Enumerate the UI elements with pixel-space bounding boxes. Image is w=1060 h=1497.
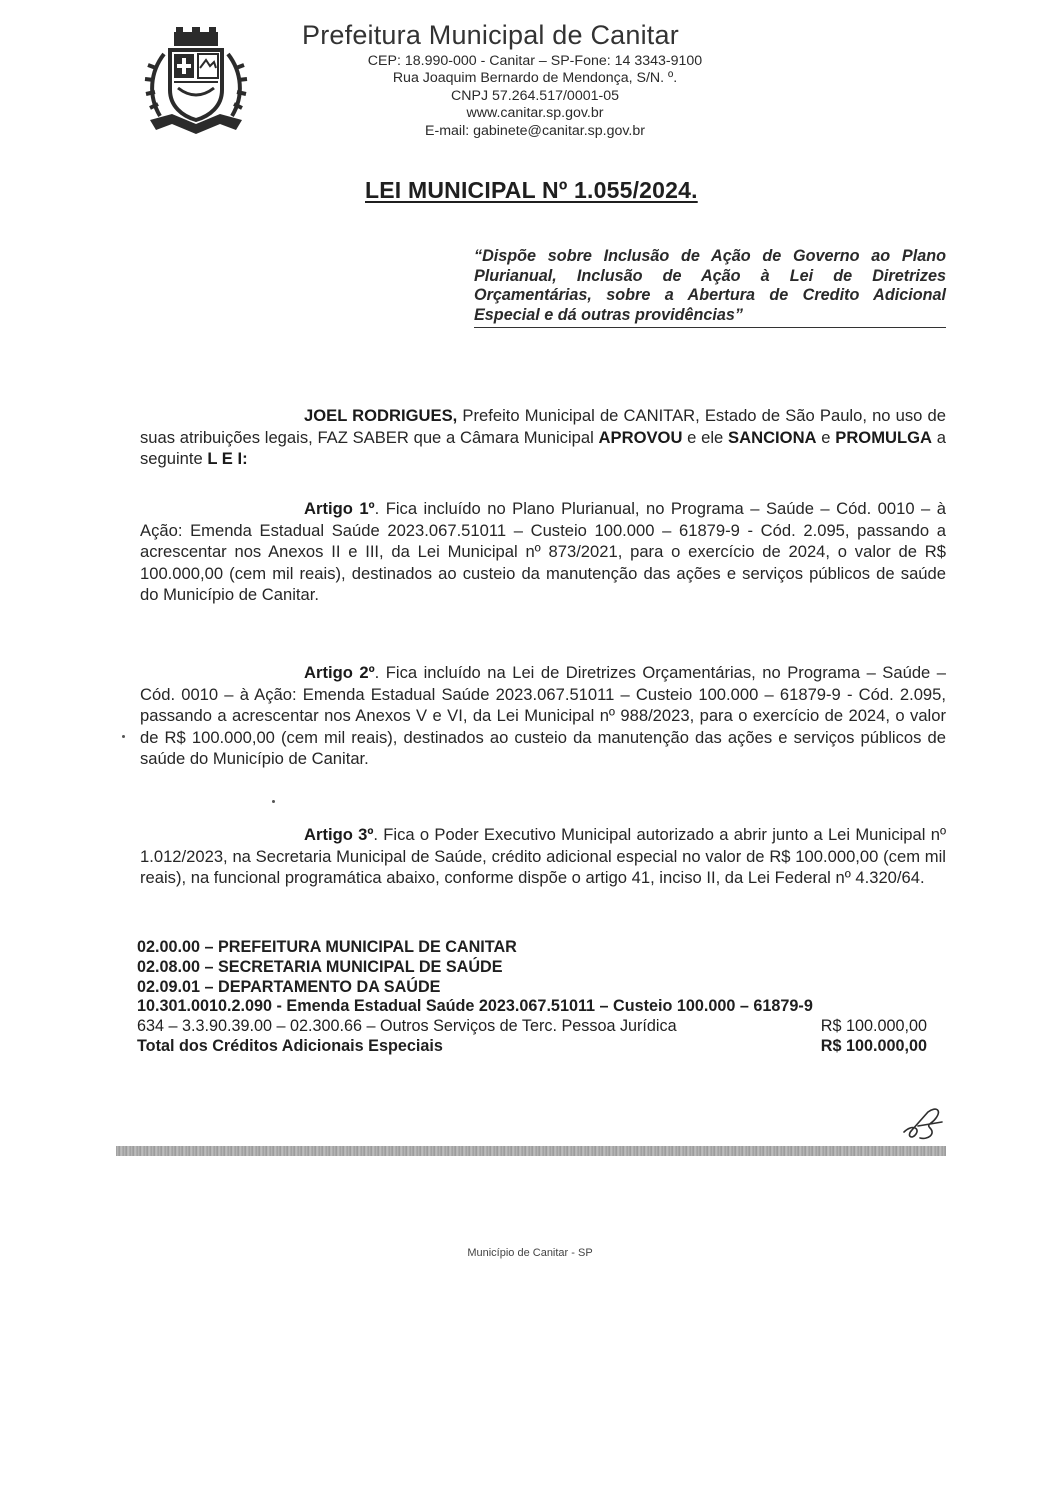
org-cnpj: CNPJ 57.264.517/0001-05 [450, 87, 619, 104]
footer-municipality: Município de Canitar - SP [467, 1247, 593, 1259]
org-contact-block [340, 53, 730, 140]
org-address-cep: CEP: 18.990-000 - Canitar – SP-Fone: 14 3343-9100 [367, 53, 703, 69]
budget-unit-departamento: 02.09.01 – DEPARTAMENTO DA SAÚDE [137, 977, 441, 996]
law-title: LEI MUNICIPAL Nº 1.055/2024. [365, 177, 698, 203]
scan-speck [272, 800, 275, 803]
budget-allocation-block [137, 938, 927, 1057]
org-name: Prefeitura Municipal de Canitar [302, 20, 679, 50]
org-email: E-mail: gabinete@canitar.sp.gov.br [425, 122, 645, 139]
budget-item-description: 634 – 3.3.90.39.00 – 02.300.66 – Outros Serviços de Terc. Pessoa Jurídica [137, 1017, 677, 1036]
coat-of-arms-icon [142, 24, 250, 136]
article-2: Artigo 2º. Fica incluído na Lei de Diretrizes Orçamentárias, no Programa – Saúde – Cód. 0010 – à Ação: Emenda Estadual Saúde 2023.067.51011 – Custeio 100.000 – 61879-9 - Cód. 2.095, passando a acrescentar nos Anexos V e VI, da Lei Municipal nº 988/2023, para o exercício de 2024, o valor de R$ 100.000,00 (cem mil reais), destinados ao custeio da manutenção das ações e serviços públicos de saúde do Município de Canitar. [140, 663, 946, 769]
budget-total-row [137, 1037, 927, 1057]
budget-unit-prefeitura: 02.00.00 – PREFEITURA MUNICIPAL DE CANITAR [137, 938, 517, 956]
org-address-street: Rua Joaquim Bernardo de Mendonça, S/N. º. [392, 70, 678, 87]
article-label: Artigo 1º [304, 499, 375, 518]
budget-functional-program: 10.301.0010.2.090 - Emenda Estadual Saúde 2023.067.51011 – Custeio 100.000 – 61879-9 [137, 997, 813, 1016]
org-website: www.canitar.sp.gov.br [466, 105, 604, 122]
budget-item-row [137, 1017, 927, 1037]
budget-total-label: Total dos Créditos Adicionais Especiais [137, 1036, 443, 1055]
mayor-name: JOEL RODRIGUES, [304, 406, 458, 425]
signature-initials-icon [898, 1102, 950, 1144]
footer-divider [116, 1146, 946, 1156]
article-3: Artigo 3º. Fica o Poder Executivo Municipal autorizado a abrir junto a Lei Municipal nº 1.012/2023, na Secretaria Municipal de Saúde, crédito adicional especial no valor de R$ 100.000,00 (cem mil reais), na funcional programática abaixo, conforme dispõe o artigo 41, inciso II, da Lei Federal nº 4.320/64. [140, 825, 946, 888]
preamble-paragraph: JOEL RODRIGUES, Prefeito Municipal de CANITAR, Estado de São Paulo, no uso de suas atribuições legais, FAZ SABER que a Câmara Municipal APROVOU e ele SANCIONA e PROMULGA a seguinte L E I: [140, 406, 947, 469]
budget-total-value: R$ 100.000,00 [820, 1036, 927, 1055]
budget-unit-secretaria: 02.08.00 – SECRETARIA MUNICIPAL DE SAÚDE [137, 957, 503, 976]
scan-speck [122, 735, 125, 738]
article-label: Artigo 2º [304, 663, 375, 682]
budget-item-value: R$ 100.000,00 [820, 1017, 927, 1036]
law-ementa: “Dispõe sobre Inclusão de Ação de Governo ao Plano Plurianual, Inclusão de Ação à Lei de Diretrizes Orçamentárias, sobre a Abertura de Credito Adicional Especial e dá outras providências” [474, 247, 946, 328]
article-label: Artigo 3º [304, 825, 374, 844]
article-1: Artigo 1º. Fica incluído no Plano Plurianual, no Programa – Saúde – Cód. 0010 – à Ação: Emenda Estadual Saúde 2023.067.51011 – Custeio 100.000 – 61879-9 - Cód. 2.095, passando a acrescentar nos Anexos II e III, da Lei Municipal nº 873/2021, para o exercício de 2024, o valor de R$ 100.000,00 (cem mil reais), destinados ao custeio da manutenção das ações e serviços públicos de saúde do Município de Canitar. [140, 499, 946, 605]
